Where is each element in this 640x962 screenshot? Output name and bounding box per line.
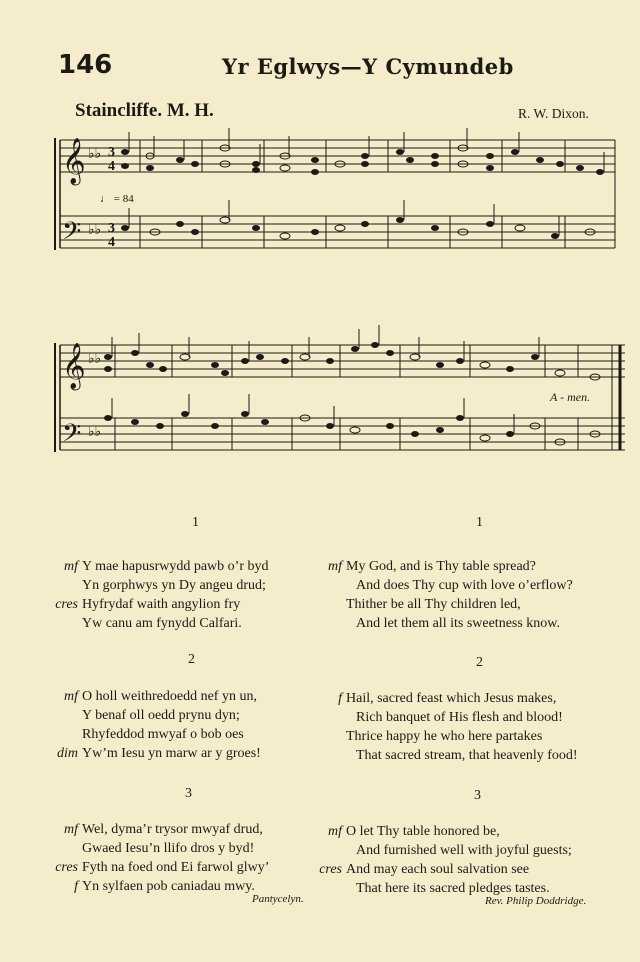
welsh-stanza-1: mf Y mae hapusrwydd pawb o’r byd Yn gorphwys yn Dy angeu drud; cres Hyfrydaf waith angylion fry Yw canu am fynydd Calfari. — [55, 559, 269, 631]
welsh-stanza-number: 3 — [185, 786, 192, 801]
stems-system-1 — [129, 128, 604, 236]
bass-staff-2 — [60, 418, 625, 450]
svg-text:♭♭: ♭♭ — [88, 425, 102, 440]
tune-name: Staincliffe. M. H. — [75, 100, 214, 121]
english-stanza-3: mf O let Thy table honored be, And furnished well with joyful guests; cres And may each soul salvation see That here its sacred pledges tastes. — [319, 824, 572, 896]
amen-lyric: A - men. — [550, 390, 591, 404]
time-signature: 3 — [108, 145, 115, 160]
music-score — [0, 0, 640, 470]
system-1 — [55, 128, 615, 252]
quarter-note-icon: ♩ — [100, 193, 111, 205]
notes-system-1 — [121, 145, 604, 239]
english-stanza-1: mf My God, and is Thy table spread? And does Thy cup with love o’erflow? Thither be all Thy children led, And let them all its sweetness know. — [328, 559, 573, 631]
svg-text:♭♭: ♭♭ — [88, 352, 102, 367]
english-stanza-number: 2 — [476, 655, 483, 670]
welsh-stanza-number: 2 — [188, 652, 195, 667]
svg-text:4: 4 — [108, 159, 115, 174]
page-number: 146 — [58, 50, 113, 80]
treble-staff-2 — [60, 345, 625, 377]
welsh-stanza-number: 1 — [192, 515, 199, 530]
english-stanza-number: 1 — [476, 515, 483, 530]
svg-text:𝄞: 𝄞 — [62, 343, 86, 389]
svg-text:𝄢: 𝄢 — [62, 419, 82, 454]
svg-text:3: 3 — [108, 221, 115, 236]
english-author: Rev. Philip Doddridge. — [485, 895, 587, 907]
composer: R. W. Dixon. — [518, 106, 589, 121]
svg-text:♭♭: ♭♭ — [88, 223, 102, 238]
welsh-author: Pantycelyn. — [252, 893, 304, 905]
notes-system-2 — [104, 342, 600, 445]
system-2 — [55, 325, 625, 454]
svg-text:4: 4 — [108, 235, 115, 250]
key-signature: ♭♭ — [88, 147, 102, 162]
welsh-stanza-3: mf Wel, dyma’r trysor mwyaf drud, Gwaed Iesu’n llifo dros y byd! cres Fyth na foed ond Ei farwol glwy’ f Yn sylfaen pob caniadau mwy. — [55, 822, 270, 894]
english-stanza-2: f Hail, sacred feast which Jesus makes, Rich banquet of His flesh and blood! Thrice happy he who here partakes That sacred stream, that heavenly food! — [338, 691, 578, 763]
english-stanza-number: 3 — [474, 788, 481, 803]
bass-clef-icon: 𝄢 — [62, 217, 82, 252]
welsh-stanza-2: mf O holl weithredoedd nef yn un, Y benaf oll oedd prynu dyn; Rhyfeddod mwyaf o bob oes dim Yw’m Iesu yn marw ar y groes! — [57, 689, 261, 761]
bass-staff-1 — [60, 216, 615, 248]
tempo-marking: ♩ = 84 — [100, 193, 134, 205]
treble-clef-icon: 𝄞 — [62, 138, 86, 184]
page-title: Yr Eglwys—Y Cymundeb — [222, 54, 514, 79]
treble-staff-1 — [60, 140, 615, 172]
